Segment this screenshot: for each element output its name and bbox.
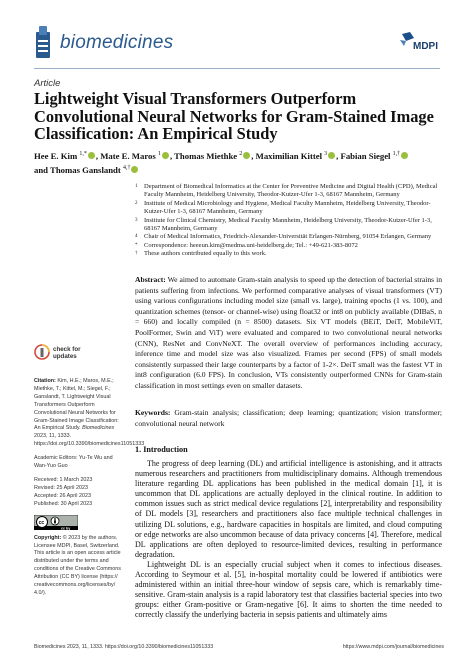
section-heading: 1. Introduction — [135, 445, 188, 454]
date-received: Received: 1 March 2023 — [34, 476, 93, 483]
keywords-text: Gram-stain analysis; classification; deep learning; quantization; vision transformer; convolutional neural network — [135, 408, 442, 428]
orcid-icon[interactable] — [401, 152, 408, 159]
author-1[interactable]: Hee E. Kim $^{1,*}$ — [34, 151, 96, 161]
orcid-icon[interactable] — [162, 152, 169, 159]
orcid-icon[interactable] — [243, 152, 250, 159]
keywords-label: Keywords: — [135, 408, 171, 417]
orcid-icon[interactable] — [131, 166, 138, 173]
article-title: Lightweight Visual Transformers Outperform Convolutional Neural Networks for Gram-Stained Image Classification: An Empirical Study — [34, 89, 434, 143]
publisher-logo[interactable] — [400, 32, 440, 54]
sidebar — [34, 344, 145, 604]
dates — [34, 477, 126, 509]
academic-editors: Academic Editors: Yu-Te Wu and Wan-Yuo Guo — [34, 455, 113, 470]
abstract-label: Abstract: — [135, 275, 166, 284]
affiliation-item: 1 Department of Biomedical Informatics at the Center for Preventive Medicine and Digital Health (CPD), Medical Faculty Mannheim, Heidelberg University, Theodor-Kutzer-Ufer 1-3, 68167 Mannheim, Germany — [135, 183, 438, 199]
journal-header — [34, 26, 440, 62]
svg-text:cc: cc — [38, 519, 45, 526]
author-list: Hee E. Kim $^{1,*}$ , Mate E. Maros $^1$ , Thomas Miethke $^2$ , Maximilian Kittel $^3$ , Fabian Siegel $^{1,\dagger}$ and Thomas Ganslandt $^{4,\dagger}$ — [34, 148, 444, 177]
author-3[interactable]: Thomas Miethke $^2$ — [174, 151, 251, 161]
journal-logo-icon — [34, 26, 52, 60]
author-4[interactable]: Maximilian Kittel $^3$ — [256, 151, 337, 161]
paragraph: Lightweight DL is an especially crucial subject when it comes to infectious diseases. According to Seymour et al. [5], in-hospital mortality could be lowered if antibiotics were administered within an initial three-hour window of sepsis care, which is remarkably time-sensitive. Gram-stain analysis is a rapid laboratory test that classifies bacterial species into two groups: either Gram-positive or Gram-negative [6]. It aims to shorten the time needed to correctly classify the underlying bacteria in sepsis patients and ultimately aims — [135, 559, 442, 620]
affiliations — [135, 183, 440, 259]
svg-text:cc by: cc by — [61, 526, 71, 530]
citation: Citation: Kim, H.E.; Maros, M.E.; Miethke, T.; Kittel, M.; Siegel, F.; Ganslandt, T. Lightweight Visual Transformers Outperform Convolutional Neural Networks for Gram-Stained Image Classification: An Empirical Study. Biomedicines 2023, 11, 1333. https://doi.org/10.3390/biomedicines11051333 — [34, 378, 145, 448]
check-for-updates-label: check for updates — [53, 346, 81, 360]
footer-citation[interactable]: Biomedicines 2023, 11, 1333. https://doi.org/10.3390/biomedicines11051333 — [34, 644, 214, 650]
publisher-name: MDPI — [413, 41, 438, 52]
date-revised: Revised: 25 April 2023 — [34, 484, 88, 491]
cc-by-license-icon[interactable] — [34, 515, 78, 530]
body-text — [135, 459, 442, 621]
copyright: Copyright: © 2023 by the authors. Licensee MDPI, Basel, Switzerland. This article is an open access article distributed under the terms and conditions of the Creative Commons Attribution (CC BY) license (https:// creativecommons.org/licenses/by/ 4.0/). — [34, 534, 121, 596]
affiliation-item: 4 Chair of Medical Informatics, Friedrich-Alexander-Universität Erlangen-Nürnberg, 91054 Erlangen, Germany — [135, 233, 432, 241]
correspondence[interactable]: * Correspondence: heeeun.kim@medma.uni-heidelberg.de; Tel.: +49-621-383-8072 — [135, 241, 358, 249]
footer-journal-link[interactable]: https://www.mdpi.com/journal/biomedicines — [342, 644, 444, 650]
date-published: Published: 30 April 2023 — [34, 500, 93, 507]
abstract — [135, 275, 442, 392]
affiliation-item: 2 Institute of Medical Microbiology and Hygiene, Medical Faculty Mannheim, Heidelberg University, Theodor-Kutzer-Ufer 1-3, 68167 Mannheim, Germany — [135, 199, 431, 216]
citation-doi[interactable]: 2023, 11, 1333. https://doi.org/10.3390/biomedicines11051333 — [34, 433, 145, 448]
article-type: Article — [34, 78, 61, 89]
paragraph: The progress of deep learning (DL) and artificial intelligence is astonishing, and it attracts numerous researchers and practitioners from multidisciplinary domains. Although tremendous literature regarding DL applications has been published in the medical domain [1], it is uncommon that DL applications are actually deployed in the clinical routine. In addition to common issues such as strict medical device regulations [2], interpretability and responsibility of DL models [3], researchers and practitioners also face multiple technical challenges in utilizing DL solutions, e.g., hardware capacities in hospitals are limited, and cloud computing or edge networks are also uncommon because of data privacy concerns [4]. Therefore, medical DL applications are often deployed to resource-limited devices, resulting in performance degradation. — [135, 459, 442, 559]
equal-contribution-note: † These authors contributed equally to this work. — [135, 250, 267, 258]
abstract-text: We aimed to automate Gram-stain analysis to speed up the detection of bacterial strains in patients suffering from infections. We performed comparative analyses of visual transformers (VT) using various configurations including model size (small vs. large), training epochs (1 vs. 100), and quantization schemes (tensor- or channel-wise) using float32 or int8 on publicly available (DIBaS, n = 660) and locally compiled (n = 8500) datasets. Six VT models (BEiT, DeiT, MobileViT, PoolFormer, Swin and ViT) were evaluated and compared to two convolutional neural networks (CNN), ResNet and ConvNeXT. The overall overview of performances including accuracy, inference time and model size was also visualized. Frames per second (FPS) of small models consistently surpassed their large counterparts by a factor of 1-2×. DeiT small was the fastest VT in int8 configuration (6.0 FPS). In conclusion, VTs consistently outperformed CNNs for Gram-stain classification in most settings even on smaller datasets. — [135, 275, 442, 390]
header-divider — [34, 68, 440, 69]
orcid-icon[interactable] — [328, 152, 335, 159]
author-2[interactable]: Mate E. Maros $^1$ — [100, 151, 170, 161]
affiliation-item: 3 Institute for Clinical Chemistry, Medical Faculty Mannheim, Heidelberg University, Theodor-Kutzer-Ufer 1-3, 68167 Mannheim, Germany — [135, 216, 432, 233]
author-6[interactable]: and Thomas Ganslandt $^{4,\dagger}$ — [34, 165, 139, 175]
check-for-updates-badge[interactable] — [34, 344, 126, 370]
author-5[interactable]: Fabian Siegel $^{1,\dagger}$ — [341, 151, 410, 161]
date-accepted: Accepted: 26 April 2023 — [34, 492, 91, 499]
keywords — [135, 408, 442, 429]
orcid-icon[interactable] — [88, 152, 95, 159]
journal-name[interactable]: biomedicines — [60, 32, 174, 53]
check-for-updates-icon — [34, 344, 50, 364]
